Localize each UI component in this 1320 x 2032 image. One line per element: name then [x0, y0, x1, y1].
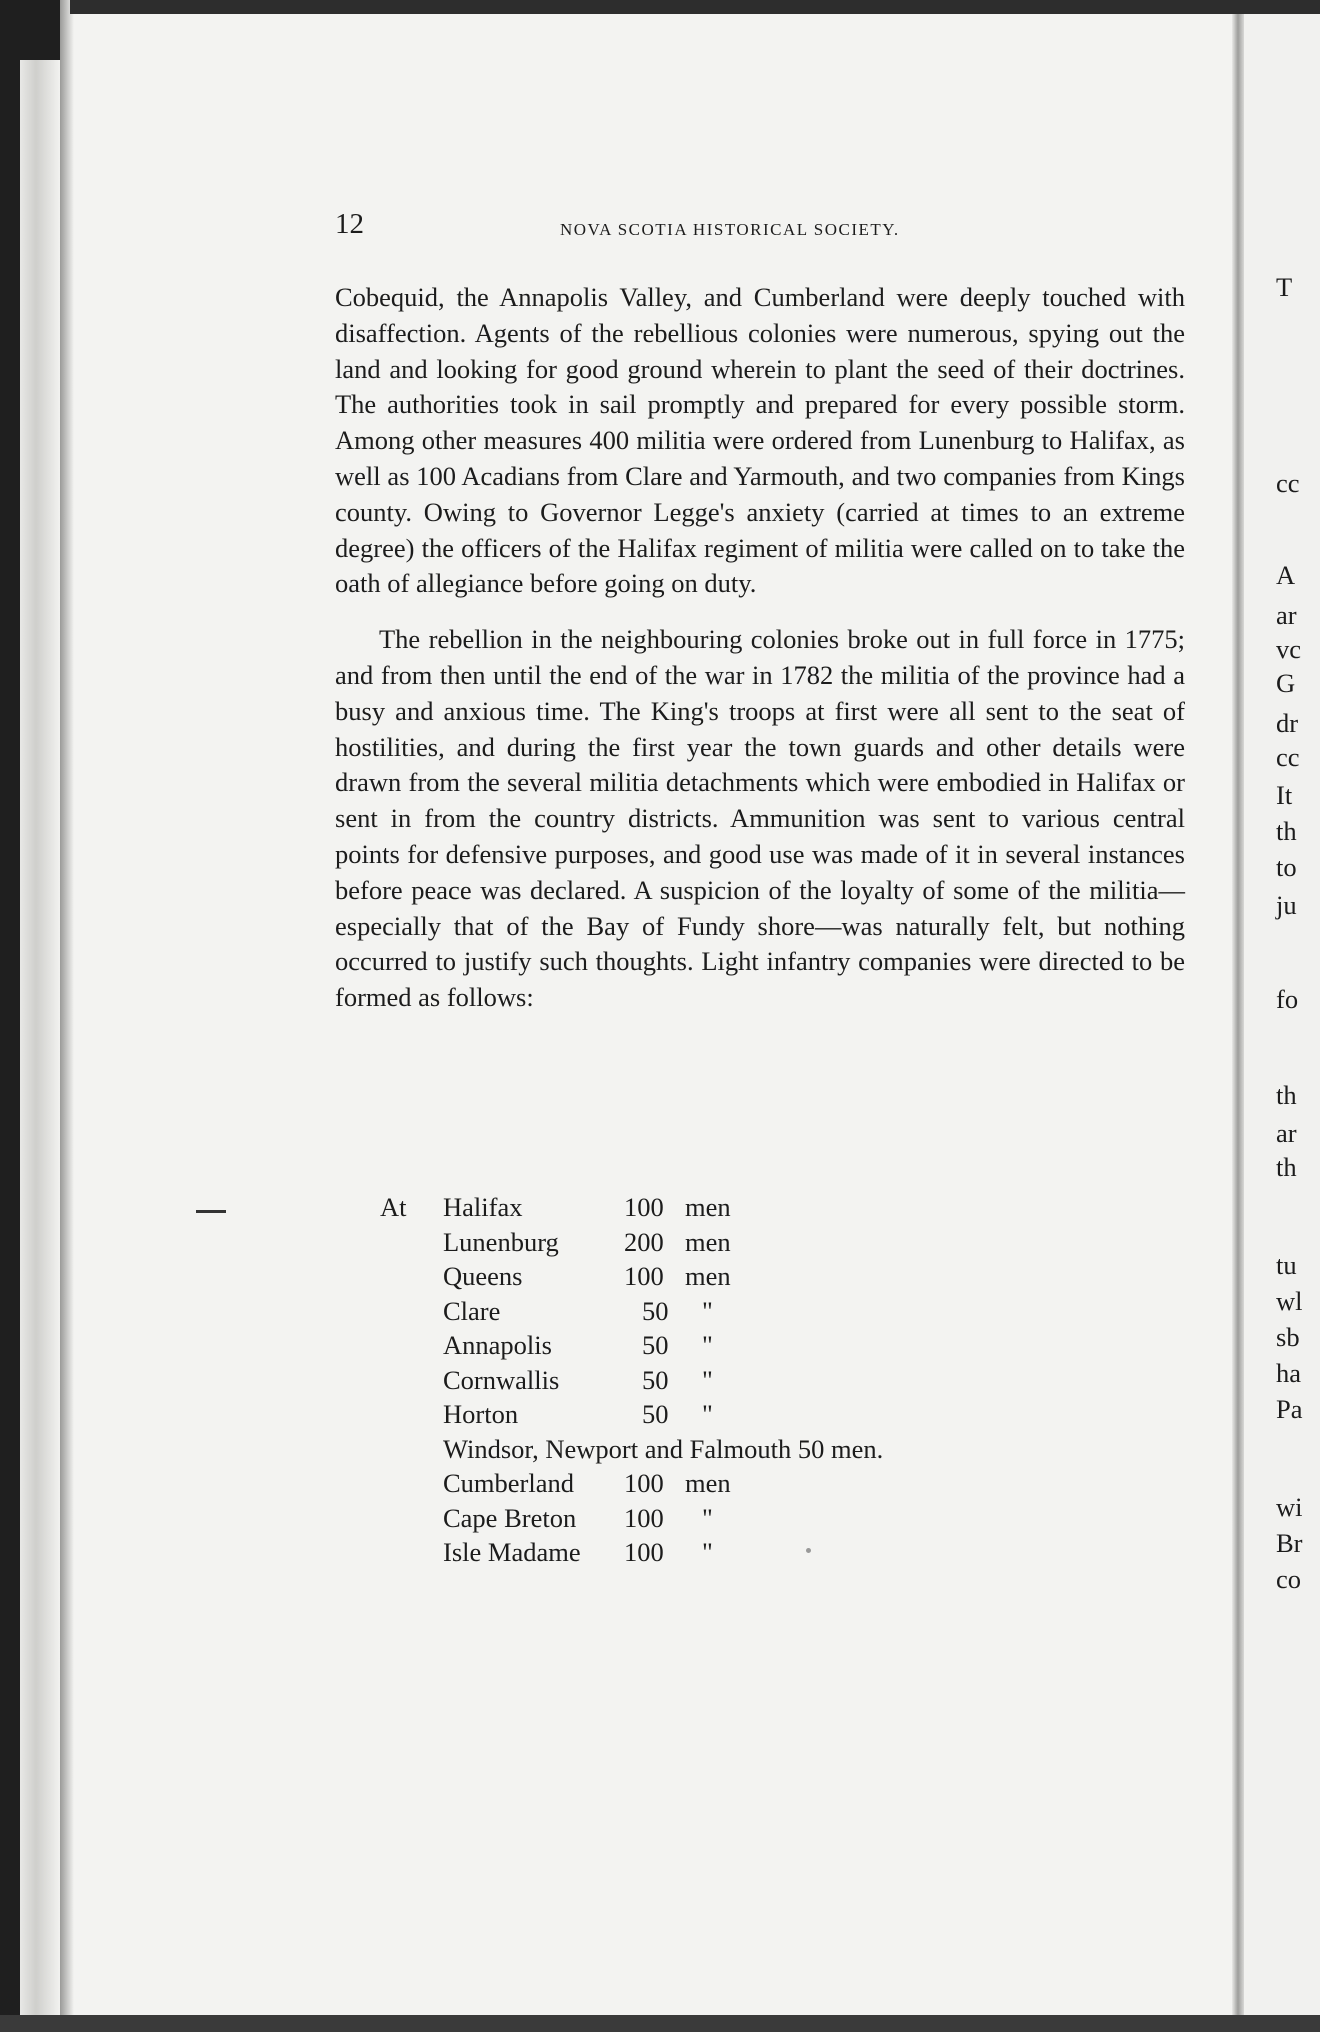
fragment: Br: [1276, 1528, 1303, 1558]
list-item: [380, 1259, 1100, 1294]
place-name: Cornwallis: [443, 1364, 560, 1395]
list-item: [380, 1535, 1100, 1570]
list-item: [380, 1501, 1100, 1536]
company-unit: ": [702, 1364, 713, 1395]
place-name: Isle Madame: [443, 1537, 581, 1567]
place-name: Cape Breton: [443, 1502, 577, 1533]
company-unit: men: [685, 1226, 731, 1257]
companies-list: [380, 1190, 1100, 1570]
company-count: 50: [642, 1364, 669, 1395]
place-name: Cumberland: [443, 1468, 574, 1498]
fragment: fo: [1276, 984, 1299, 1014]
fragment: wi: [1276, 1492, 1303, 1522]
fragment: sb: [1276, 1322, 1300, 1352]
fragment: T: [1276, 272, 1293, 302]
page-shadow: [60, 0, 74, 2032]
body-text: [335, 280, 1185, 1016]
company-unit: ": [702, 1502, 713, 1533]
windsor-line: Windsor, Newport and Falmouth 50 men.: [443, 1433, 884, 1464]
fragment: cc: [1276, 742, 1300, 772]
list-item: [380, 1190, 1100, 1225]
fragment: vc: [1276, 634, 1302, 664]
list-item: [380, 1328, 1100, 1363]
fragment: ar: [1276, 1118, 1297, 1148]
fragment: th: [1276, 1152, 1297, 1182]
fragment: co: [1276, 1564, 1302, 1594]
fragment: dr: [1276, 708, 1299, 738]
company-count: 50: [642, 1399, 669, 1429]
page-header: [335, 208, 1185, 248]
company-count: 100: [624, 1192, 664, 1222]
company-unit: ": [702, 1295, 713, 1326]
list-item: [380, 1466, 1100, 1501]
fragment: ju: [1276, 890, 1297, 920]
company-unit: ": [702, 1399, 713, 1429]
company-count: 100: [624, 1502, 664, 1533]
company-count: 100: [624, 1261, 664, 1291]
fragment: th: [1276, 1080, 1297, 1110]
fragment: ha: [1276, 1358, 1302, 1388]
company-unit: men: [685, 1261, 731, 1291]
running-head: NOVA SCOTIA HISTORICAL SOCIETY.: [560, 220, 900, 239]
company-count: 100: [624, 1468, 664, 1498]
list-prefix: At: [380, 1192, 407, 1222]
paragraph: Cobequid, the Annapolis Valley, and Cumberland were deeply touched with disaffection. Agents of the rebellious colonies were numerous, spying out the land and looking for good ground wherein to plant the seed of their doctrines. The authorities took in sail promptly and prepared for every possible storm. Among other measures 400 militia were ordered from Lunenburg to Halifax, as well as 100 Acadians from Clare and Yarmouth, and two companies from Kings county. Owing to Governor Legge's anxiety (carried at times to an extreme degree) the officers of the Halifax regiment of militia were called on to take the oath of allegiance before going on duty.: [335, 282, 1185, 599]
fragment: wl: [1276, 1286, 1303, 1316]
next-page-fragments: [1276, 0, 1320, 2032]
company-count: 200: [624, 1226, 664, 1257]
list-item: [380, 1397, 1100, 1432]
paragraph: The rebellion in the neighbouring colonies broke out in full force in 1775; and from then until the end of the war in 1782 the militia of the province had a busy and anxious time. The King's troops at first were all sent to the seat of hostilities, and during the first year the town guards and other details were drawn from the several militia detachments which were embodied in Halifax or sent in from the country districts. Ammunition was sent to various central points for defensive purposes, and good use was made of it in several instances before peace was declared. A suspicion of the loyalty of some of the militia—especially that of the Bay of Fundy shore—was naturally felt, but nothing occurred to justify such thoughts. Light infantry companies were directed to be formed as follows:: [335, 624, 1185, 1013]
book-gutter: [1232, 0, 1244, 2032]
fragment: ar: [1276, 600, 1297, 630]
fragment: to: [1276, 852, 1297, 882]
place-name: Queens: [443, 1261, 523, 1291]
company-unit: men: [685, 1468, 731, 1498]
place-name: Halifax: [443, 1192, 523, 1222]
list-item: [380, 1294, 1100, 1329]
list-item: [380, 1432, 1100, 1467]
fragment: G: [1276, 668, 1296, 698]
place-name: Horton: [443, 1399, 519, 1429]
top-dark-band: [70, 0, 1320, 14]
company-count: 100: [624, 1537, 664, 1567]
place-name: Clare: [443, 1295, 501, 1326]
paper-speck: [806, 1548, 811, 1553]
fragment: A: [1276, 560, 1296, 590]
margin-dash: [196, 1210, 226, 1213]
fragment: th: [1276, 816, 1297, 846]
page-number: 12: [335, 208, 364, 240]
list-item: [380, 1363, 1100, 1398]
fragment: Pa: [1276, 1394, 1303, 1424]
company-count: 50: [642, 1330, 669, 1360]
bottom-dark-band: [0, 2015, 1320, 2032]
place-name: Annapolis: [443, 1330, 552, 1360]
fragment: It: [1276, 780, 1293, 810]
company-unit: ": [702, 1537, 713, 1567]
book-page-edges: [20, 60, 60, 2020]
list-item: [380, 1225, 1100, 1260]
company-unit: ": [702, 1330, 713, 1360]
place-name: Lunenburg: [443, 1226, 559, 1257]
company-unit: men: [685, 1192, 731, 1222]
fragment: cc: [1276, 468, 1300, 498]
fragment: tu: [1276, 1250, 1297, 1280]
company-count: 50: [642, 1295, 669, 1326]
